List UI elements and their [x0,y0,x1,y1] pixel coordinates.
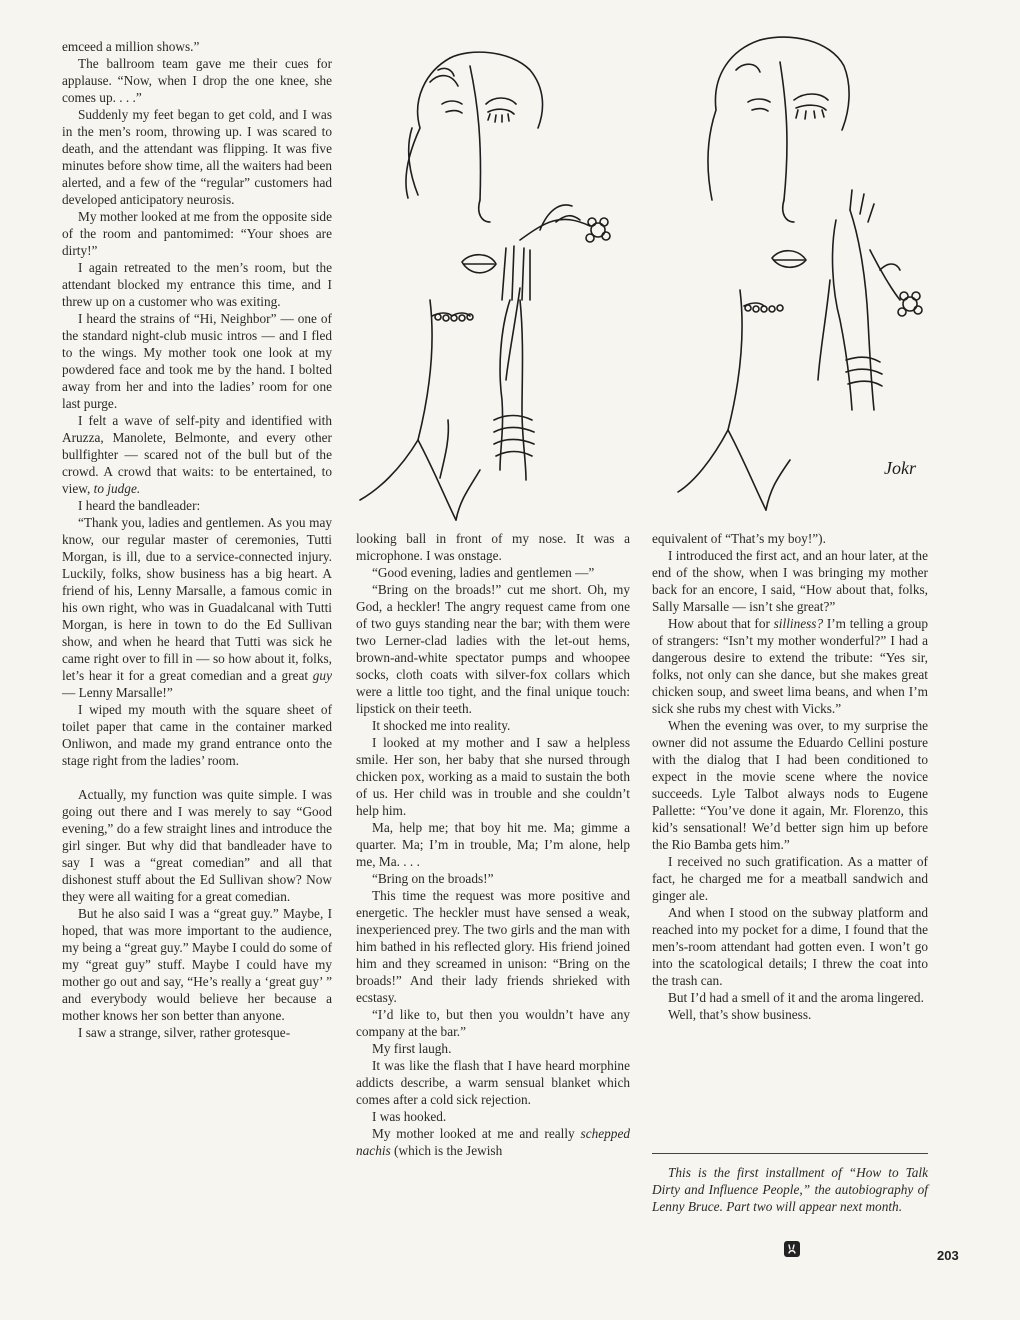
paragraph: looking ball in front of my nose. It was a microphone. I was onstage. [356,531,630,563]
paragraph-text: — Lenny Marsalle!” [62,685,173,700]
right-woman-figure [678,37,922,510]
paragraph: I wiped my mouth with the square sheet of toilet paper that came in the container marked Onliwon, and made my grand entrance onto the stage right from the ladies’ room. [62,702,332,768]
paragraph: I heard the strains of “Hi, Neighbor” — one of the standard night-club music intros — and I fled to the wings. My mother took one look at my powdered face and took me by the hand. I bolted away from her and into the ladies’ room for one last purge. [62,311,332,411]
paragraph: “I’d like to, but then you wouldn’t have any company at the bar.” [356,1007,630,1039]
paragraph: I saw a strange, silver, rather grotesque- [78,1025,291,1040]
paragraph-text: “Thank you, ladies and gentlemen. As you may know, our regular master of ceremonies, Tutti Morgan, is ill, due to a service-connected injury. Luckily, folks, show business has a big heart. A friend of his, Lenny Marsalle, a famous comic in his own right, who was in Guadalcanal with Tutti Morgan, is here in town to do the Ed Sullivan show, and when he heard that Tutti was sick he came right over to fill in — so how about it, folks, let’s hear it for a great comedian and a great [62,515,332,683]
paragraph: emceed a million shows.” [62,39,200,54]
paragraph: I introduced the first act, and an hour later, at the end of the show, when I was bringing my mother back for an encore, I said, “How about that, folks, Sally Marsalle — isn’t she great?” [652,548,928,614]
paragraph [62,412,332,497]
paragraph: The ballroom team gave me their cues for applause. “Now, when I drop the one knee, she comes up. . . .” [62,56,332,105]
paragraph: I heard the bandleader: [78,498,201,513]
paragraph-text: How about that for [668,616,770,631]
paragraph: But I’d had a smell of it and the aroma lingered. [668,990,924,1005]
rabbit-logo-icon [784,1241,800,1257]
illustration-signature: Jokr [884,458,916,478]
paragraph [356,1125,630,1159]
paragraph: Actually, my function was quite simple. I was going out there and I was merely to say “Good evening,” do a few straight lines and introduce the girl singer. But why did that bandleader have to say I was a “great comedian” and all that dishonest stuff about the Ed Sullivan show? Now they were all waiting for a great comedian. [62,787,332,904]
paragraph: I was hooked. [372,1109,447,1124]
paragraph: equivalent of “That’s my boy!”). [652,531,826,546]
paragraph: Ma, help me; that boy hit me. Ma; gimme a quarter. Ma; I’m in trouble, Ma; I’m alone, help me, Ma. . . . [356,820,630,869]
paragraph: “Bring on the broads!” cut me short. Oh, my God, a heckler! The angry request came from one of two guys standing near the bar; with them were two Lerner-clad ladies with the let-out hems, brown-and-white spectator pumps and whoopee socks, cloth coats with silver-fox collars which were a little too tight, and the final unique touch: lipstick on their teeth. [356,582,630,716]
italic-text: guy [312,668,332,683]
paragraph: This time the request was more positive and energetic. The heckler must have sensed a weak, inexperienced prey. The two girls and the man with him bathed in his reflected glory. His friend joined him and they screamed in unison: “Bring on the broads!” And their lady friends shrieked with ecstasy. [356,888,630,1005]
paragraph: My mother looked at me from the opposite side of the room and pantomimed: “Your shoes are dirty!” [62,209,332,258]
paragraph: Well, that’s show business. [668,1007,812,1022]
paragraph: Suddenly my feet began to get cold, and I was in the men’s room, throwing up. I was scared to death, and the attendant was flipping. It was five minutes before show time, all the waiters had been alerted, and a few of the “regular” customers had developed anticipatory neurosis. [62,107,332,207]
paragraph-text: (which is the Jewish [394,1143,503,1158]
paragraph: It shocked me into reality. [372,718,511,733]
installment-note-text: This is the first installment of “How to Talk Dirty and Influence People,” the autobiography of Lenny Bruce. Part two will appear next month. [652,1165,928,1214]
paragraph: I received no such gratification. As a matter of fact, he charged me for a meatball sandwich and ginger ale. [652,854,928,903]
paragraph [62,514,332,701]
page-number: 203 [937,1248,959,1263]
italic-text: silliness? [773,616,824,631]
paragraph: “Bring on the broads!” [372,871,494,886]
footnote-divider [652,1153,928,1154]
paragraph: When the evening was over, to my surprise the owner did not assume the Eduardo Cellini posture with the dialog that I had been conditioned to expect in the movie scene where the novice succeeds. Lyle Talbot always nods to Eugene Pallette: “You’ve done it again, Mr. Florenzo, this kid’s sensational! We’d better sign him up before the Rio Bamba gets him.” [652,718,928,852]
installment-note [652,1164,928,1215]
paragraph-text: My mother looked at me and really [372,1126,575,1141]
paragraph: But he also said I was a “great guy.” Maybe, I hoped, that was more important to the audience, my being a “great guy.” Maybe I could do some of my “great guy” stuff. Maybe I could have my mother go out and say, “He’s really a ‘great guy’ ” and everybody would believe her because a mother knows her son better than anyone. [62,906,332,1023]
paragraph: It was like the flash that I have heard morphine addicts describe, a warm sensual blanket which comes after a cold sick rejection. [356,1058,630,1107]
paragraph: And when I stood on the subway platform and reached into my pocket for a dime, I found that the men’s-room attendant had gotten even. I won’t go into the scatological details; I threw the coat into the trash can. [652,905,928,988]
paragraph: “Good evening, ladies and gentlemen —” [372,565,595,580]
paragraph [652,615,928,717]
column-right [652,530,928,1023]
paragraph: I again retreated to the men’s room, but the attendant blocked my entrance this time, and I threw up on a customer who was exiting. [62,260,332,309]
paragraph: My first laugh. [372,1041,452,1056]
left-woman-figure [360,52,610,520]
paragraph-text: I felt a wave of self-pity and identified with Aruzza, Manolete, Belmonte, and every other bullfighter — scared not of the bull but of the crowd. A crowd that waits: to be entertained, to view, [62,413,332,496]
italic-text: to judge. [93,481,141,496]
column-middle [356,530,630,1159]
italic-text: schepped nachis [356,1126,630,1158]
paragraph-text: I’m telling a group of strangers: “Isn’t my mother wonderful?” I had a dangerous desire to extend the tribute: “Yes sir, folks, not only can she dance, but she makes great chicken soup, and sweet lima beans, and when I’m sick she rubs my chest with Vicks.” [652,616,929,716]
column-left [62,38,332,1041]
paragraph: I looked at my mother and I saw a helpless smile. Her son, her baby that she nursed through chicken pox, working as a maid to sustain the both of us. Her child was in trouble and she couldn’t help him. [356,735,630,818]
